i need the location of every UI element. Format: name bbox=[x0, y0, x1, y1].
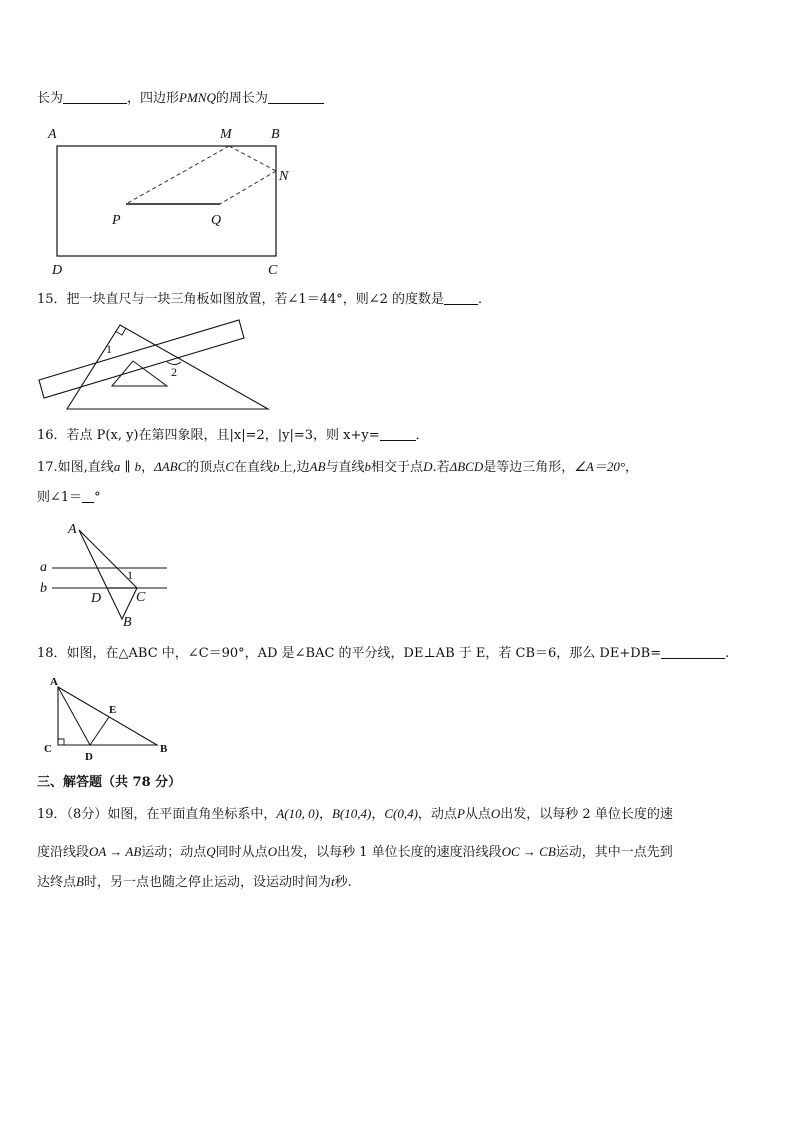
q18-figure bbox=[40, 674, 175, 764]
q18-triangle-abc bbox=[58, 687, 157, 745]
q19-point-c: C(0,4) bbox=[384, 806, 418, 821]
q16-period: ． bbox=[415, 428, 429, 443]
q19-var-o2: O bbox=[267, 844, 278, 859]
q14-label-a: A bbox=[48, 127, 57, 142]
q19-var-b: B bbox=[76, 874, 84, 889]
q17-tri-bcd: ΔBCD bbox=[449, 459, 484, 474]
q19-path1: OA → AB bbox=[89, 844, 142, 859]
q19-l3-a: 达终点 bbox=[37, 875, 77, 890]
q15-period: ． bbox=[478, 292, 492, 307]
q19-point-a: A(10, 0) bbox=[276, 806, 319, 821]
q17-text-f: 与直线 bbox=[325, 460, 365, 475]
q18-right-angle-mark bbox=[58, 739, 64, 745]
q17-text-line-1 bbox=[37, 459, 638, 476]
q17-text-c: 的顶点 bbox=[186, 460, 226, 475]
q19-sep1: ， bbox=[318, 807, 332, 822]
q14-pre: 长为 bbox=[37, 91, 64, 106]
q15-label-1: 1 bbox=[106, 342, 112, 356]
q16-text-line bbox=[37, 428, 429, 444]
q19-l1-a: 19．（8分）如图，在平面直角坐标系中， bbox=[37, 807, 277, 822]
q19-sep2: ， bbox=[371, 807, 385, 822]
q17-text-j: ， bbox=[625, 460, 639, 475]
q17-blank bbox=[82, 490, 94, 503]
q17-label-line-a: a bbox=[40, 560, 47, 575]
q14-text-line bbox=[37, 90, 324, 107]
q17-label-b: B bbox=[123, 615, 132, 630]
q19-l2-b: 运动；动点 bbox=[141, 845, 207, 860]
q17-label-c: C bbox=[136, 590, 146, 605]
q14-label-b: B bbox=[271, 127, 280, 142]
q19-l2-a: 度沿线段 bbox=[37, 845, 90, 860]
q14-rectangle bbox=[57, 146, 276, 256]
q17-line2-a: 则∠1＝ bbox=[37, 490, 83, 505]
q18-period: . bbox=[725, 646, 730, 661]
q19-text-line-1 bbox=[37, 806, 673, 823]
q19-text-line-3 bbox=[37, 874, 352, 891]
q14-fold-pm bbox=[126, 146, 229, 204]
q15-label-2: 2 bbox=[171, 365, 177, 379]
q19-point-b: B(10,4) bbox=[331, 806, 372, 821]
q18-label-a: A bbox=[50, 676, 58, 688]
q18-blank bbox=[661, 646, 725, 659]
q19-var-q: Q bbox=[206, 844, 216, 859]
q17-figure bbox=[38, 520, 173, 630]
q14-blank-2 bbox=[268, 91, 324, 104]
q17-text-b: ， bbox=[141, 460, 155, 475]
q14-label-p: P bbox=[112, 213, 121, 228]
q14-quad: PMNQ bbox=[179, 90, 216, 105]
q17-var-ab: AB bbox=[309, 459, 326, 474]
q19-path2: OC → CB bbox=[501, 844, 556, 859]
q19-var-t: t bbox=[330, 874, 335, 889]
q15-right-angle-mark bbox=[115, 328, 126, 335]
q17-text-e: 上,边 bbox=[279, 460, 310, 475]
q17-angle: ∠A＝20° bbox=[574, 459, 626, 474]
q14-post: 的周长为 bbox=[215, 91, 268, 106]
q17-label-a: A bbox=[68, 522, 77, 537]
q17-text-i: 是等边三角形， bbox=[483, 460, 575, 475]
q19-var-o: O bbox=[490, 806, 501, 821]
q17-var-a: a bbox=[113, 459, 121, 474]
q17-label-1: 1 bbox=[127, 568, 133, 582]
q17-label-d: D bbox=[91, 591, 102, 606]
q18-bisector-ad bbox=[58, 687, 90, 745]
q19-l2-d: 出发，以每秒 1 单位长度的速度沿线段 bbox=[277, 845, 502, 860]
q18-text: 18．如图，在△ABC 中，∠C＝90°，AD 是∠BAC 的平分线，DE⊥AB 于 E，若 CB＝6，那么 DE+DB= bbox=[37, 646, 662, 661]
q14-label-m: M bbox=[220, 127, 232, 142]
q14-mid: ，四边形 bbox=[127, 91, 180, 106]
q17-var-b3: b bbox=[364, 459, 372, 474]
q18-label-b: B bbox=[160, 743, 168, 755]
q17-var-b: b bbox=[134, 459, 142, 474]
q19-l1-b: ，动点 bbox=[417, 807, 457, 822]
q18-label-c: C bbox=[44, 743, 52, 755]
q15-text: 15．把一块直尺与一块三角板如图放置，若∠1＝44°，则∠2 的度数是 bbox=[37, 292, 445, 307]
q15-text-line bbox=[37, 292, 491, 308]
q17-label-line-b: b bbox=[40, 581, 47, 596]
q18-segment-de bbox=[90, 717, 109, 745]
q16-blank bbox=[380, 428, 416, 441]
q14-label-d: D bbox=[52, 263, 63, 278]
q15-figure bbox=[36, 318, 286, 413]
q19-l3-b: 时，另一点也随之停止运动，设运动时间为 bbox=[83, 875, 331, 890]
q14-label-q: Q bbox=[211, 213, 222, 228]
q14-figure bbox=[40, 118, 310, 283]
q19-text-line-2 bbox=[37, 844, 673, 861]
q16-text: 16．若点 P(x, y)在第四象限，且|x|=2，|y|=3，则 x+y= bbox=[37, 428, 380, 443]
q17-var-c: C bbox=[225, 459, 234, 474]
q17-text-g: 相交于点 bbox=[371, 460, 424, 475]
q18-label-d: D bbox=[85, 751, 93, 763]
q14-label-n: N bbox=[279, 169, 289, 184]
q17-text-a: 17.如图,直线 bbox=[37, 460, 114, 475]
q17-parallel: ∥ bbox=[120, 460, 135, 475]
q19-l2-c: 同时从点 bbox=[215, 845, 268, 860]
q14-fold-nq bbox=[220, 171, 276, 204]
q17-tri-abc: ΔABC bbox=[154, 459, 187, 474]
q19-l3-c: 秒. bbox=[334, 875, 352, 890]
q18-text-line bbox=[37, 646, 729, 662]
q18-label-e: E bbox=[109, 704, 117, 716]
q17-degree: ° bbox=[94, 490, 101, 505]
q15-blank bbox=[444, 292, 478, 305]
q19-l1-d: 出发，以每秒 2 单位长度的速 bbox=[500, 807, 673, 822]
q19-l2-e: 运动，其中一点先到 bbox=[555, 845, 673, 860]
q19-l1-c: 从点 bbox=[464, 807, 491, 822]
q19-var-p: P bbox=[456, 806, 465, 821]
q17-text-d: 在直线 bbox=[233, 460, 273, 475]
q17-text-h: .若 bbox=[432, 460, 450, 475]
q14-blank-1 bbox=[63, 91, 127, 104]
section3-heading: 三、解答题（共 78 分） bbox=[37, 775, 182, 790]
q17-text-line-2 bbox=[37, 490, 101, 506]
q17-var-b2: b bbox=[273, 459, 280, 474]
q14-label-c: C bbox=[268, 263, 278, 278]
q14-fold-mn bbox=[229, 146, 276, 171]
q17-var-d: D bbox=[423, 459, 433, 474]
